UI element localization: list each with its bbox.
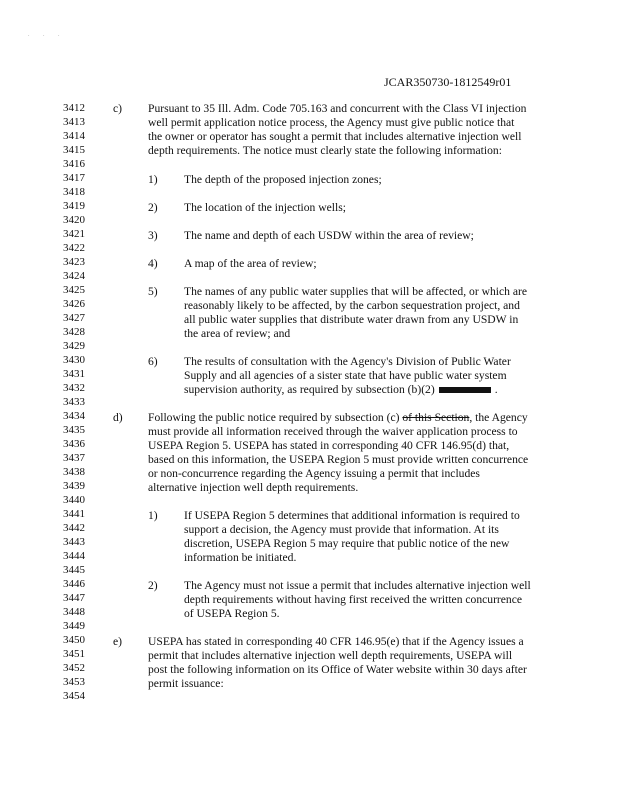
line-number: 3454 [63,690,85,702]
line-number: 3448 [63,606,85,618]
text-line: Supply and all agencies of a sister state that have public water system [184,369,507,382]
line-number: 3434 [63,410,85,422]
line-number: 3445 [63,564,85,576]
text-line: permit that includes alternative injection well depth requirements, USEPA will [148,649,513,662]
text-line: based on this information, the USEPA Region 5 must provide written concurrence [148,453,529,466]
text-line: The names of any public water supplies that will be affected, or which are [184,285,527,298]
line-number: 3444 [63,550,85,562]
text-line: alternative injection well depth requirements. [148,481,359,494]
text-line: A map of the area of review; [184,257,317,270]
line-number: 3446 [63,578,85,590]
text-line: post the following information on its Office of Water website within 30 days after [148,663,527,676]
line-number: 3451 [63,648,85,660]
section-marker: c) [113,102,123,115]
line-number: 3432 [63,382,85,394]
line-number: 3420 [63,214,85,226]
line-number: 3426 [63,298,85,310]
text-line: permit issuance: [148,677,224,690]
scan-mark: . . . [28,32,66,38]
line-number: 3441 [63,508,85,520]
line-number: 3429 [63,340,85,352]
text-line: must provide all information received through the waiver application process to [148,425,518,438]
text-line: of USEPA Region 5. [184,607,280,620]
text-line: The depth of the proposed injection zones; [184,173,382,186]
text-fragment: Following the public notice required by subsection (c) [148,411,400,424]
item-marker: 1) [148,509,158,522]
line-number: 3453 [63,676,85,688]
line-number: 3436 [63,438,85,450]
text-line: discretion, USEPA Region 5 may require that public notice of the new [184,537,510,550]
line-number: 3427 [63,312,85,324]
text-line: The location of the injection wells; [184,201,346,214]
text-line: USEPA has stated in corresponding 40 CFR 146.95(e) that if the Agency issues a [148,635,524,648]
text-line: reasonably likely to be affected, by the carbon sequestration project, and [184,299,520,312]
text-line: If USEPA Region 5 determines that additional information is required to [184,509,520,522]
line-number: 3419 [63,200,85,212]
line-number: 3415 [63,144,85,156]
text-fragment: . [494,383,498,396]
line-number: 3447 [63,592,85,604]
text-line: The name and depth of each USDW within the area of review; [184,229,474,242]
text-line: well permit application notice process, the Agency must give public notice that [148,116,515,129]
line-number: 3414 [63,130,85,142]
item-marker: 6) [148,355,158,368]
text-line: all public water supplies that distribute water drawn from any USDW in [184,313,519,326]
text-fragment: supervision authority, as required by subsection (b)(2) [184,383,435,396]
line-number: 3423 [63,256,85,268]
line-number: 3418 [63,186,85,198]
text-line: the owner or operator has sought a permit that includes alternative injection well [148,130,522,143]
line-number: 3433 [63,396,85,408]
line-number: 3424 [63,270,85,282]
text-line: depth requirements without having first received the written concurrence [184,593,523,606]
item-marker: 3) [148,229,158,242]
text-fragment: , the Agency [469,411,528,424]
item-marker: 1) [148,173,158,186]
item-marker: 2) [148,201,158,214]
line-number: 3431 [63,368,85,380]
text-line [184,384,498,396]
line-number: 3452 [63,662,85,674]
item-marker: 5) [148,285,158,298]
line-number: 3413 [63,116,85,128]
text-line: The results of consultation with the Agency's Division of Public Water [184,355,511,368]
struck-text: of this Section [402,411,470,424]
line-number: 3450 [63,634,85,646]
line-number: 3428 [63,326,85,338]
line-number: 3416 [63,158,85,170]
line-number: 3425 [63,284,85,296]
text-line: the area of review; and [184,327,291,340]
text-line: depth requirements. The notice must clearly state the following information: [148,144,502,157]
line-number: 3438 [63,466,85,478]
text-line: support a decision, the Agency must provide that information. At its [184,523,499,536]
text-line: Pursuant to 35 Ill. Adm. Code 705.163 and concurrent with the Class VI injection [148,102,527,115]
section-marker: d) [113,411,123,424]
line-number: 3422 [63,242,85,254]
item-marker: 2) [148,579,158,592]
line-number: 3439 [63,480,85,492]
line-number: 3435 [63,424,85,436]
text-line: information be initiated. [184,551,297,564]
text-line: The Agency must not issue a permit that includes alternative injection well [184,579,531,592]
document-code: JCAR350730-1812549r01 [384,75,512,89]
line-number: 3417 [63,172,85,184]
line-number: 3442 [63,522,85,534]
text-line: USEPA Region 5. USEPA has stated in corresponding 40 CFR 146.95(d) that, [148,439,510,452]
section-marker: e) [113,635,123,648]
line-number: 3430 [63,354,85,366]
line-number: 3437 [63,452,85,464]
redaction-mark [439,387,491,393]
line-number: 3421 [63,228,85,240]
text-line: or non-concurrence regarding the Agency issuing a permit that includes [148,467,480,480]
line-number: 3412 [63,102,85,114]
item-marker: 4) [148,257,158,270]
line-number: 3440 [63,494,85,506]
text-line [148,412,528,424]
line-number: 3449 [63,620,85,632]
line-number: 3443 [63,536,85,548]
